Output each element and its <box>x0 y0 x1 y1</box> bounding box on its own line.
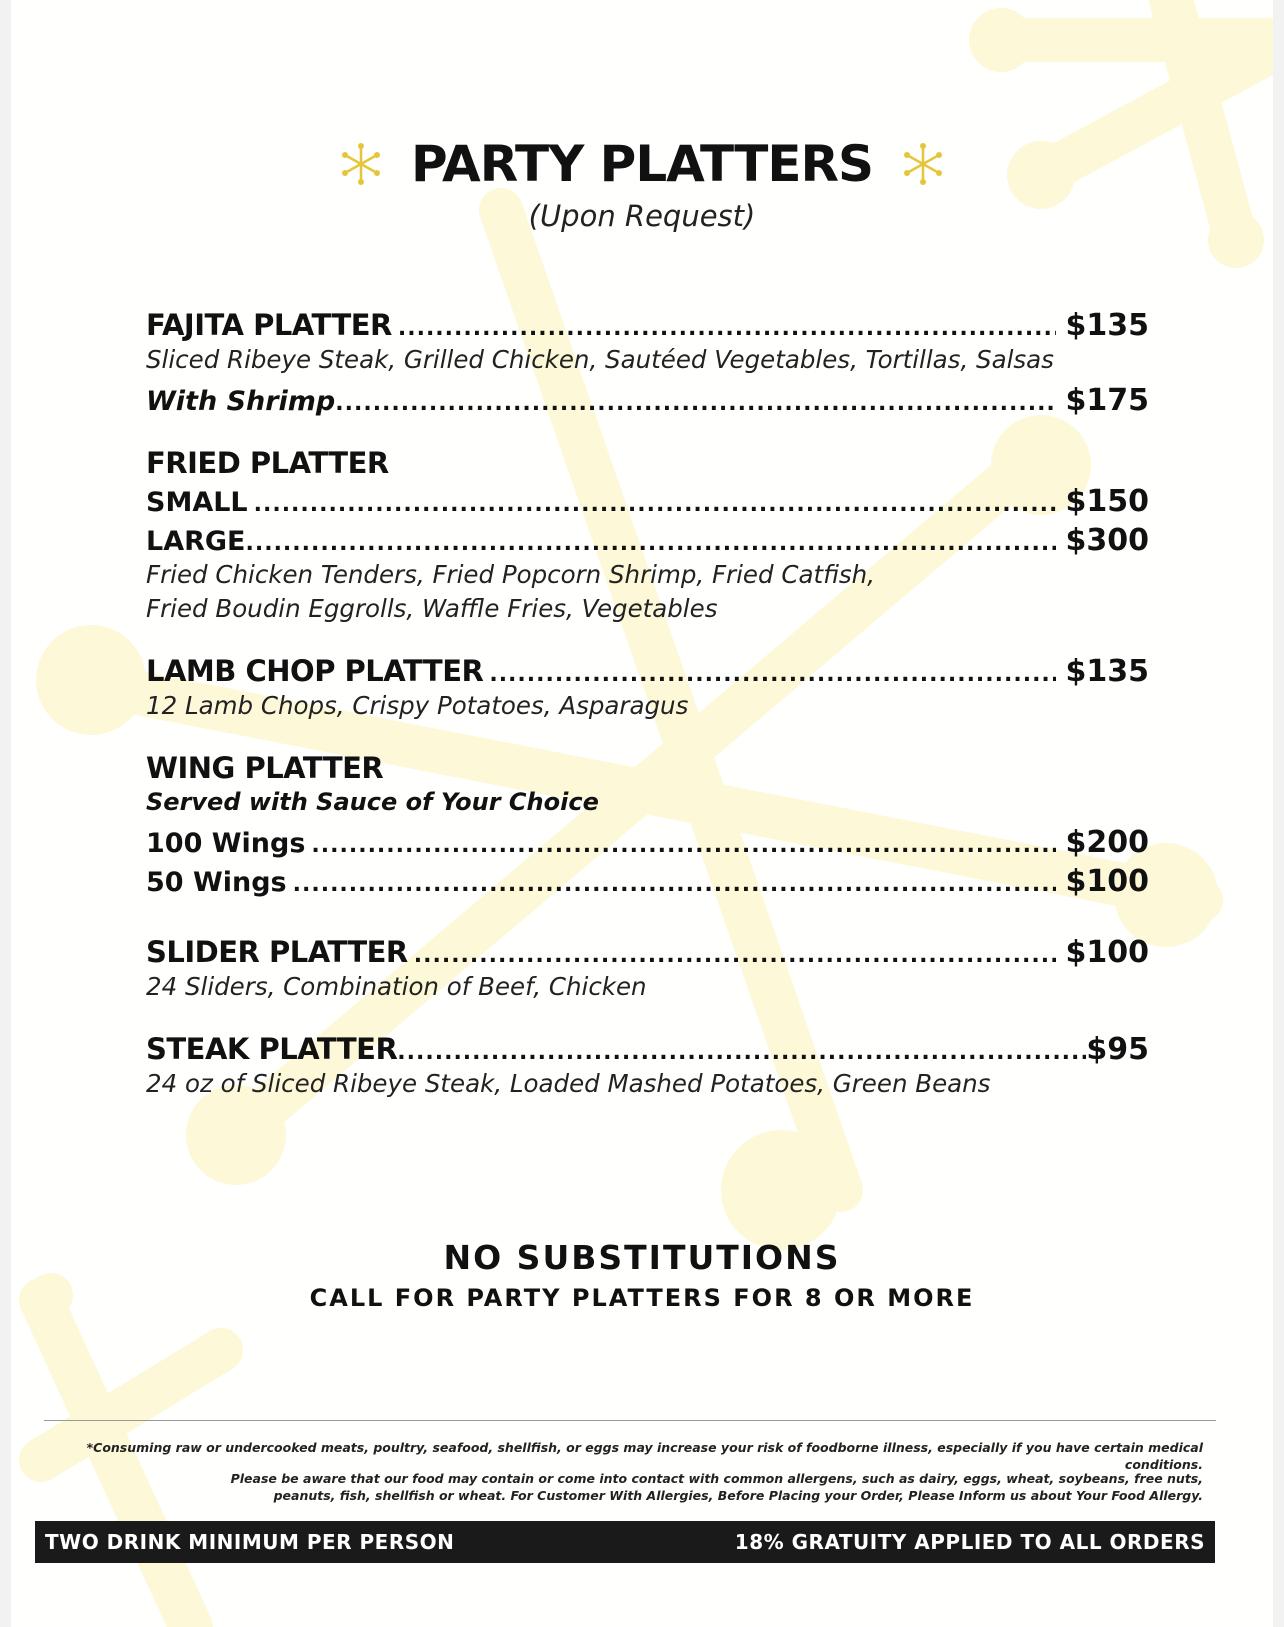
item-description: Sliced Ribeye Steak, Grilled Chicken, Sautéed Vegetables, Tortillas, Salsas <box>146 345 1054 374</box>
item-description: Fried Chicken Tenders, Fried Popcorn Shrimp, Fried Catfish, <box>146 560 875 589</box>
item-description: 24 oz of Sliced Ribeye Steak, Loaded Mashed Potatoes, Green Beans <box>146 1069 991 1098</box>
price-row <box>146 864 1149 899</box>
item-title: STEAK PLATTER <box>146 1032 398 1066</box>
price-row <box>146 1032 1149 1067</box>
price-row <box>146 523 1149 558</box>
dot-leader <box>246 531 1056 556</box>
price-row <box>146 383 1149 418</box>
dot-leader <box>335 391 1055 416</box>
item-subtitle: Served with Sauce of Your Choice <box>146 788 599 816</box>
option-price: $150 <box>1065 484 1149 519</box>
footer-bar <box>35 1521 1215 1563</box>
call-ahead-notice: CALL FOR PARTY PLATTERS FOR 8 OR MORE <box>309 1284 975 1312</box>
menu-item-lamb-chop <box>146 654 1149 723</box>
price-row <box>146 654 1149 689</box>
starburst-left-icon <box>339 142 383 186</box>
dot-leader <box>398 316 1056 341</box>
dot-leader <box>254 492 1056 517</box>
price-row <box>146 935 1149 970</box>
option-label: With Shrimp <box>146 386 336 417</box>
page-subtitle: (Upon Request) <box>528 199 756 233</box>
item-price: $95 <box>1086 1032 1149 1067</box>
allergy-line: peanuts, fish, shellfish or wheat. For Customer With Allergies, Before Placing your Order, Please Inform us about Your Food Allergy. <box>273 1488 1203 1503</box>
allergy-line: Please be aware that our food may contain or come into contact with common allergens, such as dairy, eggs, wheat, soybeans, free nuts, <box>230 1471 1203 1486</box>
item-title: FRIED PLATTER <box>146 446 389 480</box>
option-price: $175 <box>1065 383 1149 418</box>
menu-item-fried <box>146 446 1149 626</box>
item-title: WING PLATTER <box>146 751 384 785</box>
option-price: $200 <box>1065 825 1149 860</box>
dot-leader <box>414 943 1056 968</box>
price-row <box>146 484 1149 519</box>
menu-item-slider <box>146 935 1149 1004</box>
price-row <box>146 308 1149 343</box>
item-title: SLIDER PLATTER <box>146 935 408 969</box>
item-description: 24 Sliders, Combination of Beef, Chicken <box>146 972 647 1001</box>
platter-menu <box>146 308 1149 1101</box>
dot-leader <box>293 872 1056 897</box>
item-title: FAJITA PLATTER <box>146 308 392 342</box>
divider <box>44 1420 1216 1421</box>
option-price: $300 <box>1065 523 1149 558</box>
allergy-disclaimer <box>83 1470 1203 1504</box>
menu-item-steak <box>146 1032 1149 1101</box>
dot-leader <box>311 833 1055 858</box>
menu-header <box>11 135 1273 233</box>
option-price: $100 <box>1065 864 1149 899</box>
consumption-disclaimer: *Consuming raw or undercooked meats, poultry, seafood, shellfish, or eggs may increase your risk of foodborne illness, especially if you have certain medical conditions. <box>86 1440 1203 1472</box>
no-substitutions-notice: NO SUBSTITUTIONS <box>443 1238 841 1277</box>
page-title: PARTY PLATTERS <box>410 135 874 193</box>
drink-minimum-text: TWO DRINK MINIMUM PER PERSON <box>45 1530 455 1554</box>
option-label: 50 Wings <box>146 867 287 898</box>
item-price: $135 <box>1065 308 1149 343</box>
item-price: $100 <box>1065 935 1149 970</box>
item-description: 12 Lamb Chops, Crispy Potatoes, Asparagus <box>146 691 689 720</box>
gratuity-text: 18% GRATUITY APPLIED TO ALL ORDERS <box>734 1530 1205 1554</box>
menu-item-wing <box>146 751 1149 899</box>
item-price: $135 <box>1065 654 1149 689</box>
option-label: SMALL <box>146 487 248 518</box>
dot-leader <box>489 662 1055 687</box>
item-description: Fried Boudin Eggrolls, Waffle Fries, Vegetables <box>146 594 718 623</box>
item-title: LAMB CHOP PLATTER <box>146 654 484 688</box>
starburst-right-icon <box>901 142 945 186</box>
option-label: LARGE <box>146 526 246 557</box>
price-row <box>146 825 1149 860</box>
option-label: 100 Wings <box>146 828 306 859</box>
menu-page <box>11 0 1273 1627</box>
dot-leader <box>397 1040 1086 1065</box>
menu-item-fajita <box>146 308 1149 418</box>
